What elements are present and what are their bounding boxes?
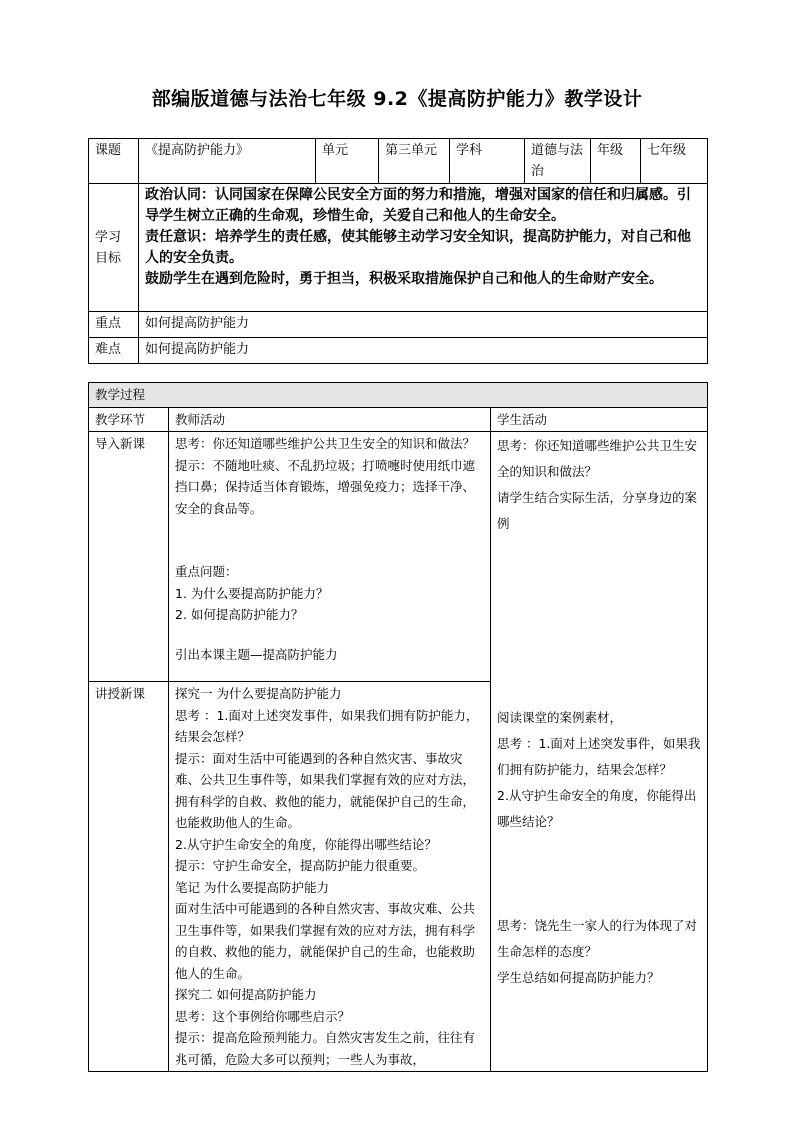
objective-item: 政治认同：认同国家在保障公民安全方面的努力和措施，增强对国家的信任和归属感。引导学生树立正确的生命观，珍惜生命，关爱自己和他人的生命安全。	[145, 187, 691, 224]
lesson-info-table	[88, 138, 708, 364]
unit-value: 第三单元	[379, 139, 450, 184]
col-stage-header: 教学环节	[89, 407, 169, 432]
stage-new-lesson: 讲授新课	[89, 682, 169, 1072]
key-point-value: 如何提高防护能力	[139, 312, 708, 338]
key-point-label: 重点	[89, 312, 139, 338]
objective-item: 鼓励学生在遇到危险时，勇于担当，积极采取措施保护自己和他人的生命财产安全。	[145, 271, 663, 287]
intro-teacher-activity: 思考：你还知道哪些维护公共卫生安全的知识和做法？ 提示：不随地吐痰、不乱扔垃圾；打喷嚏时使用纸巾遮挡口鼻；保持适当体育锻炼，增强免疫力；选择干净、安全的食品等。 重点问题： 1. 为什么要提高防护能力？ 2. 如何提高防护能力？ 引出本课主题—提高防护能力	[169, 432, 491, 682]
subject-label: 学科	[450, 139, 525, 184]
col-teacher-header: 教师活动	[169, 407, 491, 432]
lesson-teacher-activity: 探究一 为什么要提高防护能力 思考 ：1.面对上述突发事件，如果我们拥有防护能力，结果会怎样？ 提示：面对生活中可能遇到的各种自然灾害、事故灾难、公共卫生事件等，如果我们掌握有效的应对方法，拥有科学的自救、救他的能力，就能保护自己的生命，也能救助他人的生命。 2.从守护生命安全的角度，你能得出哪些结论？ 提示：守护生命安全，提高防护能力很重要。 笔记 为什么要提高防护能力 面对生活中可能遇到的各种自然灾害、事故灾难、公共卫生事件等，如果我们掌握有效的应对方法，拥有科学的自救、救他的能力，就能保护自己的生命，也能救助他人的生命。 探究二 如何提高防护能力 思考：这个事例给你哪些启示？ 提示：提高危险预判能力。自然灾害发生之前，往往有兆可循，危险大多可以预判；一些人为事故，	[169, 682, 491, 1072]
objective-item: 责任意识：培养学生的责任感，使其能够主动学习安全知识，提高防护能力，对自己和他人的安全负责。	[145, 229, 691, 266]
student-activity: 思考：你还知道哪些维护公共卫生安全的知识和做法？ 请学生结合实际生活，分享身边的案例 阅读课堂的案例素材， 思考 ：1.面对上述突发事件，如果我们拥有防护能力，结果会怎样？ 2.从守护生命安全的角度，你能得出哪些结论？ 思考：饶先生一家人的行为体现了对生命怎样的态度？ 学生总结如何提高防护能力？	[491, 432, 708, 1072]
topic-label: 课题	[89, 139, 139, 184]
teaching-process-table	[88, 382, 708, 1072]
process-header: 教学过程	[89, 383, 708, 408]
page-title: 部编版道德与法治七年级 9.2《提高防护能力》教学设计	[151, 88, 643, 110]
objectives-label: 学习目标	[89, 184, 139, 312]
grade-label: 年级	[591, 139, 641, 184]
col-student-header: 学生活动	[491, 407, 708, 432]
difficulty-value: 如何提高防护能力	[139, 338, 708, 364]
topic-value: 《提高防护能力》	[139, 139, 316, 184]
grade-value: 七年级	[641, 139, 708, 184]
unit-label: 单元	[316, 139, 379, 184]
stage-intro: 导入新课	[89, 432, 169, 682]
subject-value: 道德与法治	[525, 139, 591, 184]
difficulty-label: 难点	[89, 338, 139, 364]
objectives-text	[139, 184, 708, 312]
